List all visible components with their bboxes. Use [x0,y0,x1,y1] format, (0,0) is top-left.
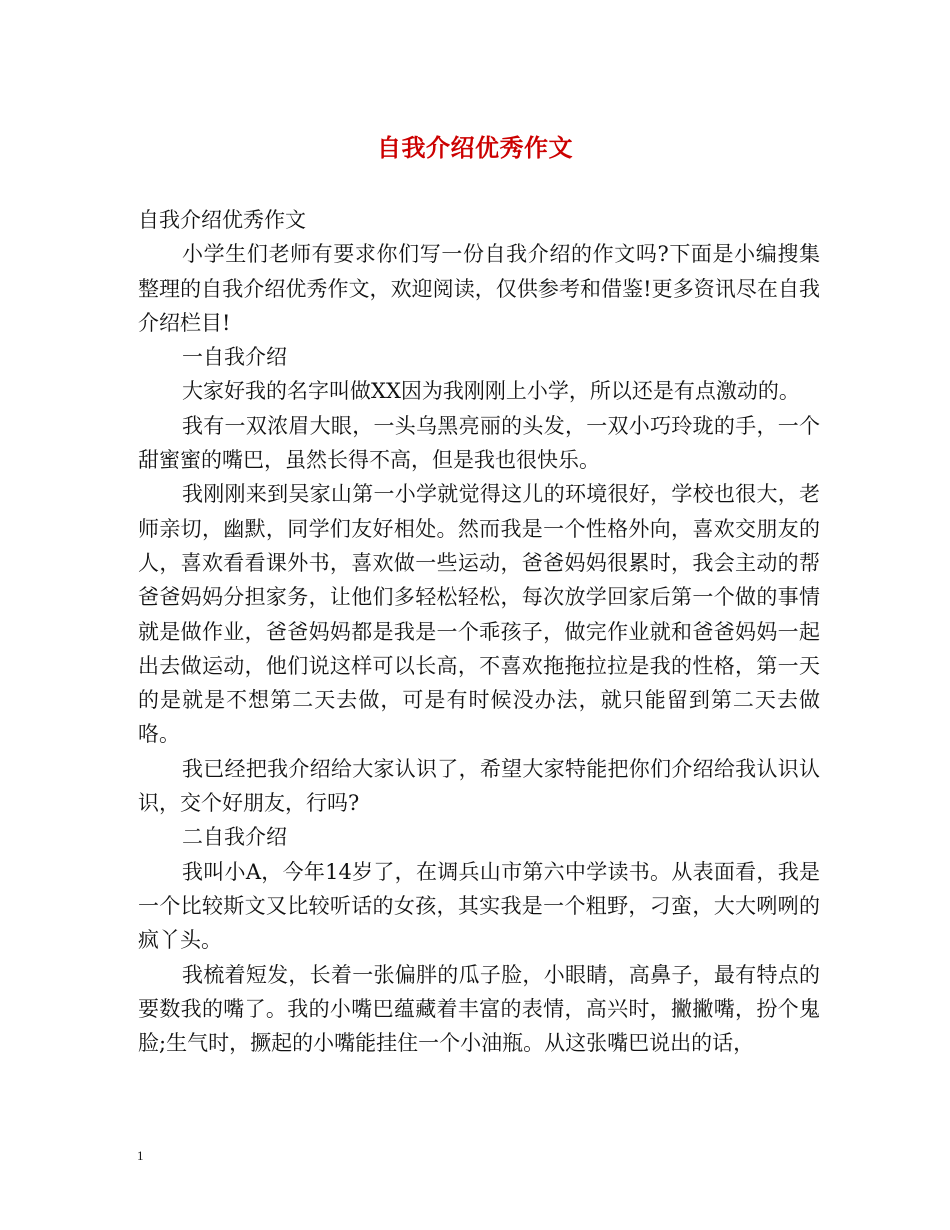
paragraph: 我已经把我介绍给大家认识了，希望大家特能把你们介绍给我认识认识，交个好朋友，行吗? [138,756,820,816]
paragraph: 我有一双浓眉大眼，一头乌黑亮丽的头发，一双小巧玲珑的手，一个甜蜜蜜的嘴巴，虽然长得不高，但是我也很快乐。 [138,413,820,473]
paragraph: 我叫小A，今年14岁了，在调兵山市第六中学读书。从表面看，我是一个比较斯文又比较听话的女孩，其实我是一个粗野，刁蛮，大大咧咧的疯丫头。 [138,859,820,953]
page-number: 1 [137,1148,144,1163]
intro-paragraph: 小学生们老师有要求你们写一份自我介绍的作文吗?下面是小编搜集整理的自我介绍优秀作文，欢迎阅读，仅供参考和借鉴!更多资讯尽在自我介绍栏目! [138,242,820,335]
paragraph: 我刚刚来到吴家山第一小学就觉得这儿的环境很好，学校也很大，老师亲切，幽默，同学们友好相处。然而我是一个性格外向，喜欢交朋友的人，喜欢看看课外书，喜欢做一些运动，爸爸妈妈很累时，我会主动的帮爸爸妈妈分担家务，让他们多轻松轻松，每次放学回家后第一个做的事情就是做作业，爸爸妈妈都是我是一个乖孩子，做完作业就和爸爸妈妈一起出去做运动，他们说这样可以长高，不喜欢拖拖拉拉是我的性格，第一天的是就是不想第二天去做，可是有时候没办法，就只能留到第二天去做咯。 [138,482,820,747]
paragraph: 我梳着短发，长着一张偏胖的瓜子脸，小眼睛，高鼻子，最有特点的要数我的嘴了。我的小嘴巴蕴藏着丰富的表情，高兴时，撇撇嘴，扮个鬼脸;生气时，撅起的小嘴能挂住一个小油瓶。从这张嘴巴说出的话， [138,962,820,1056]
section-heading-two: 二自我介绍 [182,825,287,850]
section-heading-one: 一自我介绍 [182,345,287,370]
document-body [138,203,820,1060]
document-title: 自我介绍优秀作文 [377,133,573,162]
body-heading: 自我介绍优秀作文 [138,208,306,232]
paragraph: 大家好我的名字叫做XX因为我刚刚上小学，所以还是有点激动的。 [182,379,800,404]
